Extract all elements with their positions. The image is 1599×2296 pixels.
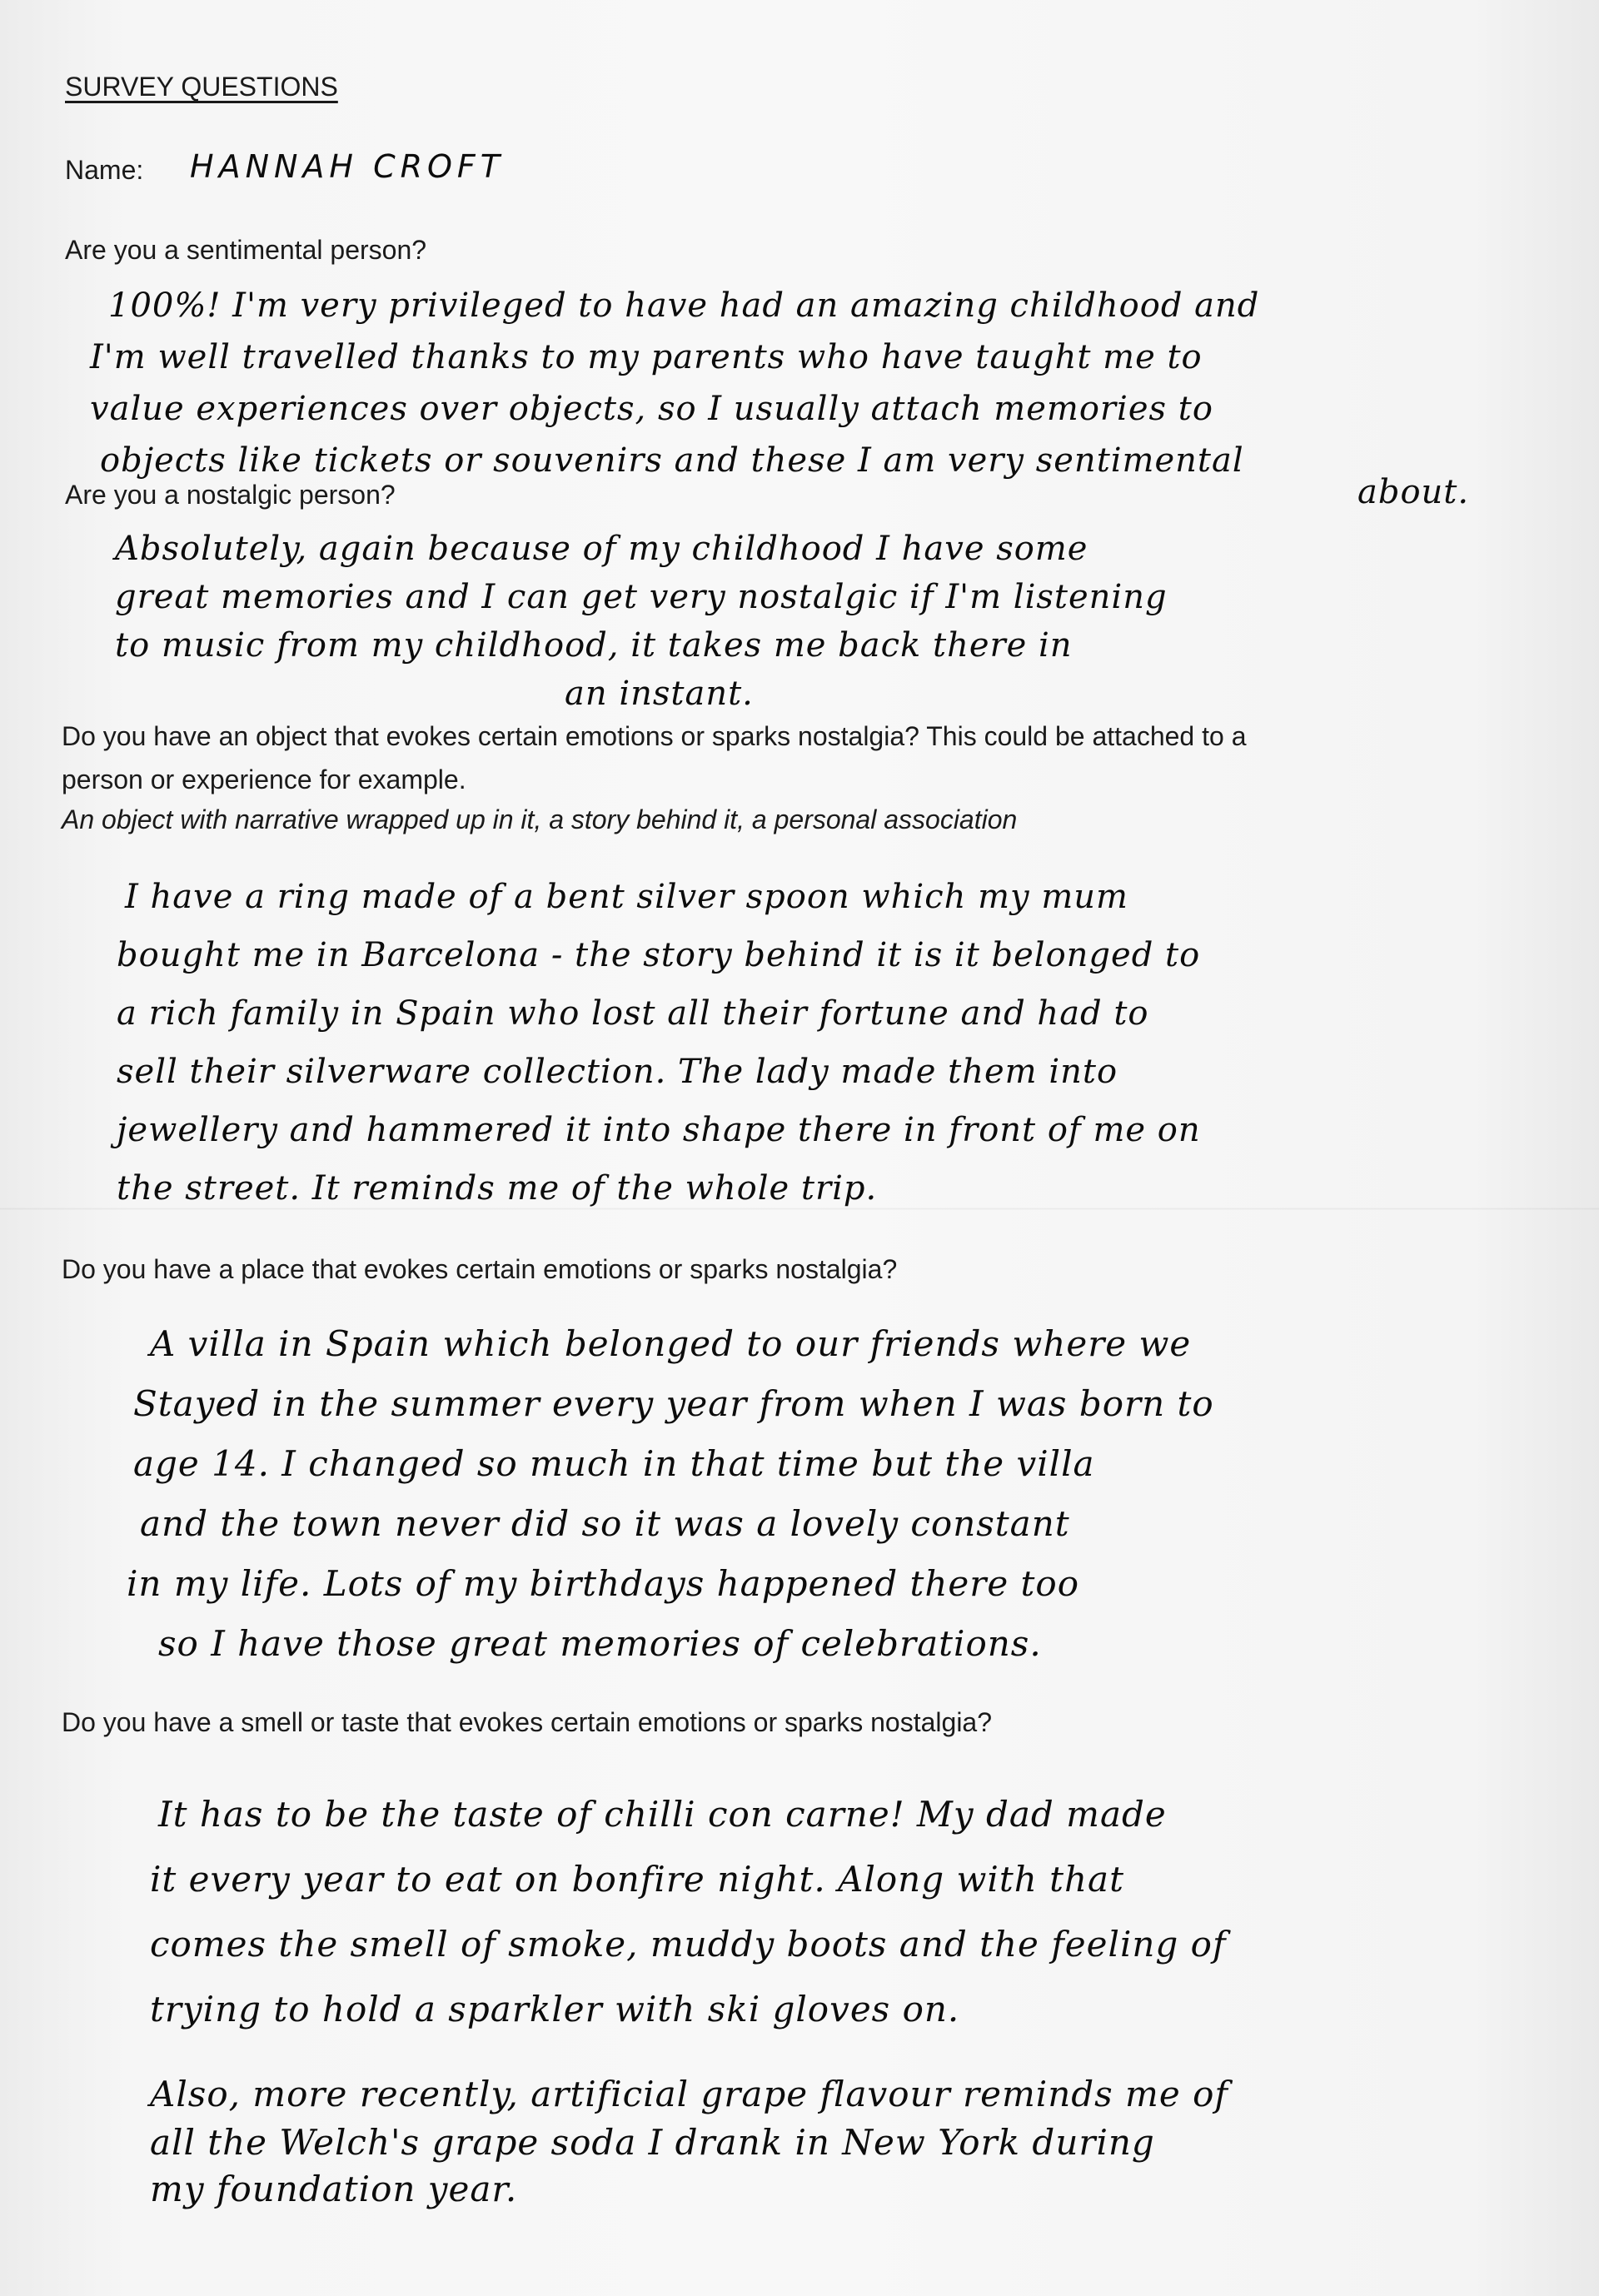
question-3: Do you have an object that evokes certain emotions or sparks nostalgia? This could be attached to a — [62, 721, 1247, 751]
answer-line: objects like tickets or souvenirs and these I am very sentimental — [100, 441, 1244, 480]
answer-line: age 14. I changed so much in that time but the villa — [133, 1443, 1095, 1484]
answer-line: Also, more recently, artificial grape flavour reminds me of — [150, 2074, 1228, 2114]
answer-2 — [115, 525, 1168, 718]
answer-line: an instant. — [565, 675, 754, 713]
question-4: Do you have a place that evokes certain emotions or sparks nostalgia? — [62, 1254, 898, 1284]
answer-line: It has to be the taste of chilli con carne! My dad made — [158, 1794, 1167, 1835]
answer-5 — [150, 1782, 1228, 2222]
answer-line: A villa in Spain which belonged to our friends where we — [150, 1323, 1192, 1364]
answer-line: a rich family in Spain who lost all their fortune and had to — [117, 994, 1149, 1033]
answer-line: all the Welch's grape soda I drank in New York during — [150, 2122, 1155, 2163]
page-title: SURVEY QUESTIONS — [65, 72, 338, 102]
answer-line: I'm well travelled thanks to my parents who have taught me to — [90, 338, 1203, 376]
answer-line: I have a ring made of a bent silver spoon which my mum — [125, 878, 1128, 916]
answer-line: my foundation year. — [150, 2169, 518, 2209]
answer-line: and the town never did so it was a lovely constant — [140, 1503, 1070, 1544]
answer-line: in my life. Lots of my birthdays happened there too — [127, 1563, 1080, 1604]
answer-line: bought me in Barcelona - the story behind it is it belonged to — [117, 936, 1201, 974]
answer-3 — [117, 868, 1201, 1218]
answer-line: jewellery and hammered it into shape there in front of me on — [117, 1111, 1201, 1149]
answer-line: value experiences over objects, so I usually attach memories to — [90, 390, 1213, 428]
answer-4 — [127, 1314, 1214, 1674]
answer-line: so I have those great memories of celebrations. — [158, 1623, 1042, 1664]
answer-line: 100%! I'm very privileged to have had an amazing childhood and — [108, 286, 1260, 325]
question-3-continued: person or experience for example. — [62, 765, 466, 794]
answer-line: great memories and I can get very nostalgic if I'm listening — [115, 578, 1168, 616]
question-2: Are you a nostalgic person? — [65, 480, 396, 510]
answer-line: comes the smell of smoke, muddy boots and the feeling of — [150, 1924, 1227, 1965]
answer-line: trying to hold a sparkler with ski gloves on. — [150, 1989, 960, 2030]
answer-line: it every year to eat on bonfire night. Along with that — [150, 1859, 1124, 1900]
question-5: Do you have a smell or taste that evokes certain emotions or sparks nostalgia? — [62, 1707, 993, 1737]
answer-line: Absolutely, again because of my childhood I have some — [115, 530, 1088, 568]
name-label: Name: — [65, 155, 144, 185]
question-1: Are you a sentimental person? — [65, 235, 427, 265]
answer-line: sell their silverware collection. The lady made them into — [117, 1053, 1118, 1091]
answer-line: the street. It reminds me of the whole trip. — [117, 1169, 878, 1208]
name-value: HANNAH CROFT — [190, 148, 505, 185]
question-3-note: An object with narrative wrapped up in it, a story behind it, a personal association — [62, 804, 1018, 834]
answer-line: to music from my childhood, it takes me back there in — [115, 626, 1073, 665]
answer-line: about. — [1357, 473, 1470, 511]
answer-line: Stayed in the summer every year from when I was born to — [133, 1383, 1214, 1424]
